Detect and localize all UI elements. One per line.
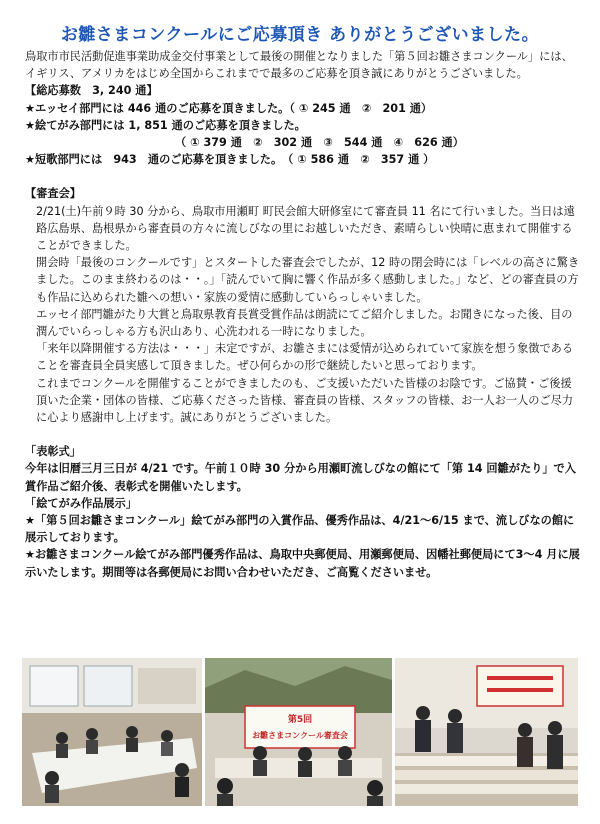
- banner-line1: 第5回: [287, 715, 313, 725]
- review-paragraph: エッセイ部門雛がたり大賞と鳥取県教育長賞受賞作品は朗読にてご紹介しました。お聞きになった後、目の潤んでいらっしゃる方も沢山あり、心洗われる一時になりました。: [36, 307, 573, 339]
- review-paragraph: 開会時「最後のコンクールです」とスタートした審査会でしたが、12 時の閉会時には「レベルの高さに驚きました。このまま終わるのは・・。」「読んでいて胸に響く作品が多く感動しました。」など、どの審査員の方も作品に込められた雛への想い・家族の愛情に感動していらっしゃいました。: [36, 256, 580, 304]
- photo-meeting-room: [22, 658, 202, 806]
- photo-strip: [22, 658, 578, 806]
- banner-line2: お雛さまコンクール審査会: [252, 731, 348, 740]
- review-paragraph: 2/21(土)午前９時 30 分から、鳥取市用瀬町 町民会館大研修室にて審査員 11 名にて行いました。当日は遠路広島県、島根県から審査員の方々に流しびなの里にお越しいただき、素晴らしい快晴に恵まれて開催することができました。: [36, 204, 575, 253]
- etegami-breakdown: （ ① 379 通 ② 302 通 ③ 544 通 ④ 626 通）: [175, 136, 464, 150]
- exhibit-heading: 「絵てがみ作品展示」: [25, 496, 137, 510]
- page-title: お雛さまコンクールにご応募頂き ありがとうございました。: [60, 25, 540, 45]
- photo-judges-banner: [205, 658, 392, 806]
- event-banner: [245, 706, 355, 748]
- exhibit-item: ★「第５回お雛さまコンクール」絵てがみ部門の入賞作品、優秀作品は、4/21～6/15 まで、流しびなの館に展示しております。: [25, 514, 575, 545]
- intro-text: 鳥取市市民活動促進事業助成金交付事業として最後の開催となりました「第５回お雛さまコンクール」には、イギリス、アメリカをはじめ全国からこれまでで最多のご応募を頂き誠にありがとうございました。: [25, 50, 573, 81]
- review-paragraph: これまでコンクールを開催することができましたのも、ご支援いただいた皆様のお陰です。ご協賛・ご後援頂いた企業・団体の皆様、ご応募くださった皆様、審査員の皆様、スタッフの皆様、お一人お一人のご尽力に心より感謝申し上げます。誠にありがとうございました。: [36, 376, 574, 425]
- totals-heading: 【総応募数 3, 240 通】: [25, 84, 158, 98]
- tanka-count: ★短歌部門には 943 通のご応募を頂きました。 （ ① 586 通 ② 357 通 ）: [25, 153, 435, 167]
- photo-reviewing-entries: [395, 658, 578, 806]
- document-body: [25, 48, 581, 581]
- etegami-count: ★絵てがみ部門には 1, 851 通のご応募を頂きました。: [25, 118, 306, 132]
- ceremony-text: 今年は旧暦三月三日が 4/21 です。午前１０時 30 分から用瀬町流しびなの館にて「第 14 回雛がたり」で入賞作品ご紹介後、表彰式を開催いたします。: [25, 462, 576, 493]
- essay-count: ★エッセイ部門には 446 通のご応募を頂きました。（ ① 245 通 ② 201 通）: [25, 101, 433, 115]
- review-heading: 【審査会】: [25, 187, 81, 201]
- review-paragraph: 「来年以降開催する方法は・・・」未定ですが、お雛さまには愛情が込められていて家族を想う象徴であることを審査員全員実感して頂きました。ぜひ何らかの形で継続したいと思っております。: [36, 342, 574, 373]
- exhibit-item: ★お雛さまコンクール絵てがみ部門優秀作品は、鳥取中央郵便局、用瀬郵便局、因幡社郵便局にて3～4 月に展示いたします。期間等は各郵便局にお問い合わせいただき、ご高覧くださいませ。: [25, 548, 580, 579]
- ceremony-heading: 「表彰式」: [25, 445, 81, 459]
